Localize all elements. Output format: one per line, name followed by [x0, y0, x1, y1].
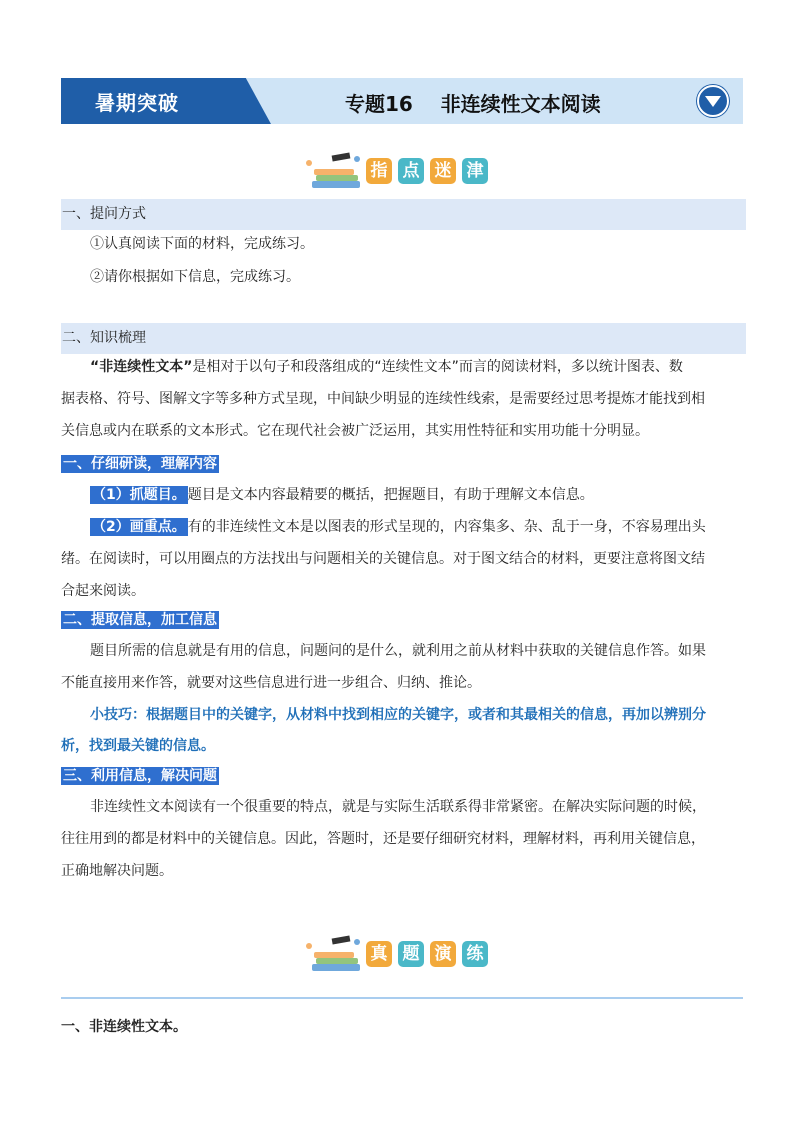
badge-char: 练: [462, 941, 488, 967]
page-title: 专题16 非连续性文本阅读: [345, 92, 601, 116]
badge-char: 题: [398, 941, 424, 967]
paragraph-line: （2）画重点。 有的非连续性文本是以图表的形式呈现的，内容集多、杂、乱于一身，不容易理出头: [92, 519, 706, 535]
down-triangle-icon: [697, 85, 729, 117]
paragraph-line: 合起来阅读。: [61, 583, 145, 599]
badge-char: 津: [462, 158, 488, 184]
subheading: 三、利用信息，解决问题: [63, 768, 217, 784]
subheading: 一、仔细研读，理解内容: [63, 456, 217, 472]
badge-char: 指: [366, 158, 392, 184]
intro-paragraph: “非连续性文本”是相对于以句子和段落组成的“连续性文本”而言的阅读材料，多以统计图表、数: [90, 359, 683, 375]
paragraph-line: 非连续性文本阅读有一个很重要的特点，就是与实际生活联系得非常紧密。在解决实际问题的时候，: [90, 799, 706, 815]
badge-char: 演: [430, 941, 456, 967]
badge-char: 点: [398, 158, 424, 184]
badge-zhidianmijin: [0, 152, 794, 192]
divider: [61, 997, 743, 999]
paragraph-line: 绪。在阅读时，可以用圈点的方法找出与问题相关的关键信息。对于图文结合的材料，更要注意将图文结: [61, 551, 705, 567]
paragraph-line: 不能直接用来作答，就要对这些信息进行进一步组合、归纳、推论。: [61, 675, 481, 691]
paragraph-line: 正确地解决问题。: [61, 863, 173, 879]
paragraph-line: 据表格、符号、图解文字等多种方式呈现，中间缺少明显的连续性线索，是需要经过思考提炼才能找到相: [61, 391, 705, 407]
badge-char: 真: [366, 941, 392, 967]
paragraph-line: （1）抓题目。 题目是文本内容最精要的概括，把握题目，有助于理解文本信息。: [92, 487, 594, 503]
books-graduation-icon: [304, 935, 362, 971]
list-item: ①认真阅读下面的材料，完成练习。: [90, 236, 314, 252]
banner-tag: 暑期突破: [95, 91, 179, 115]
books-graduation-icon: [304, 152, 362, 188]
paragraph-line: 题目所需的信息就是有用的信息，问题问的是什么，就利用之前从材料中获取的关键信息作答。如果: [90, 643, 706, 659]
tip-line: 小技巧：根据题目中的关键字，从材料中找到相应的关键字，或者和其最相关的信息，再加以辨别分: [90, 707, 706, 723]
paragraph-line: 往往用到的都是材料中的关键信息。因此，答题时，还是要仔细研究材料，理解材料，再利用关键信息，: [61, 831, 705, 847]
badge-char: 迷: [430, 158, 456, 184]
header-banner: [61, 78, 743, 124]
list-item: ②请你根据如下信息，完成练习。: [90, 269, 300, 285]
section-heading: 一、提问方式: [61, 199, 746, 230]
subheading: 二、提取信息，加工信息: [63, 612, 217, 628]
paragraph-line: 关信息或内在联系的文本形式。它在现代社会被广泛运用，其实用性特征和实用功能十分明显。: [61, 423, 649, 439]
section-heading: 一、非连续性文本。: [61, 1019, 187, 1035]
intro-term: “非连续性文本”: [90, 359, 193, 375]
badge-zhentiyanlian: [0, 935, 794, 975]
section-heading: 二、知识梳理: [61, 323, 746, 354]
tip-line: 析，找到最关键的信息。: [61, 738, 215, 754]
